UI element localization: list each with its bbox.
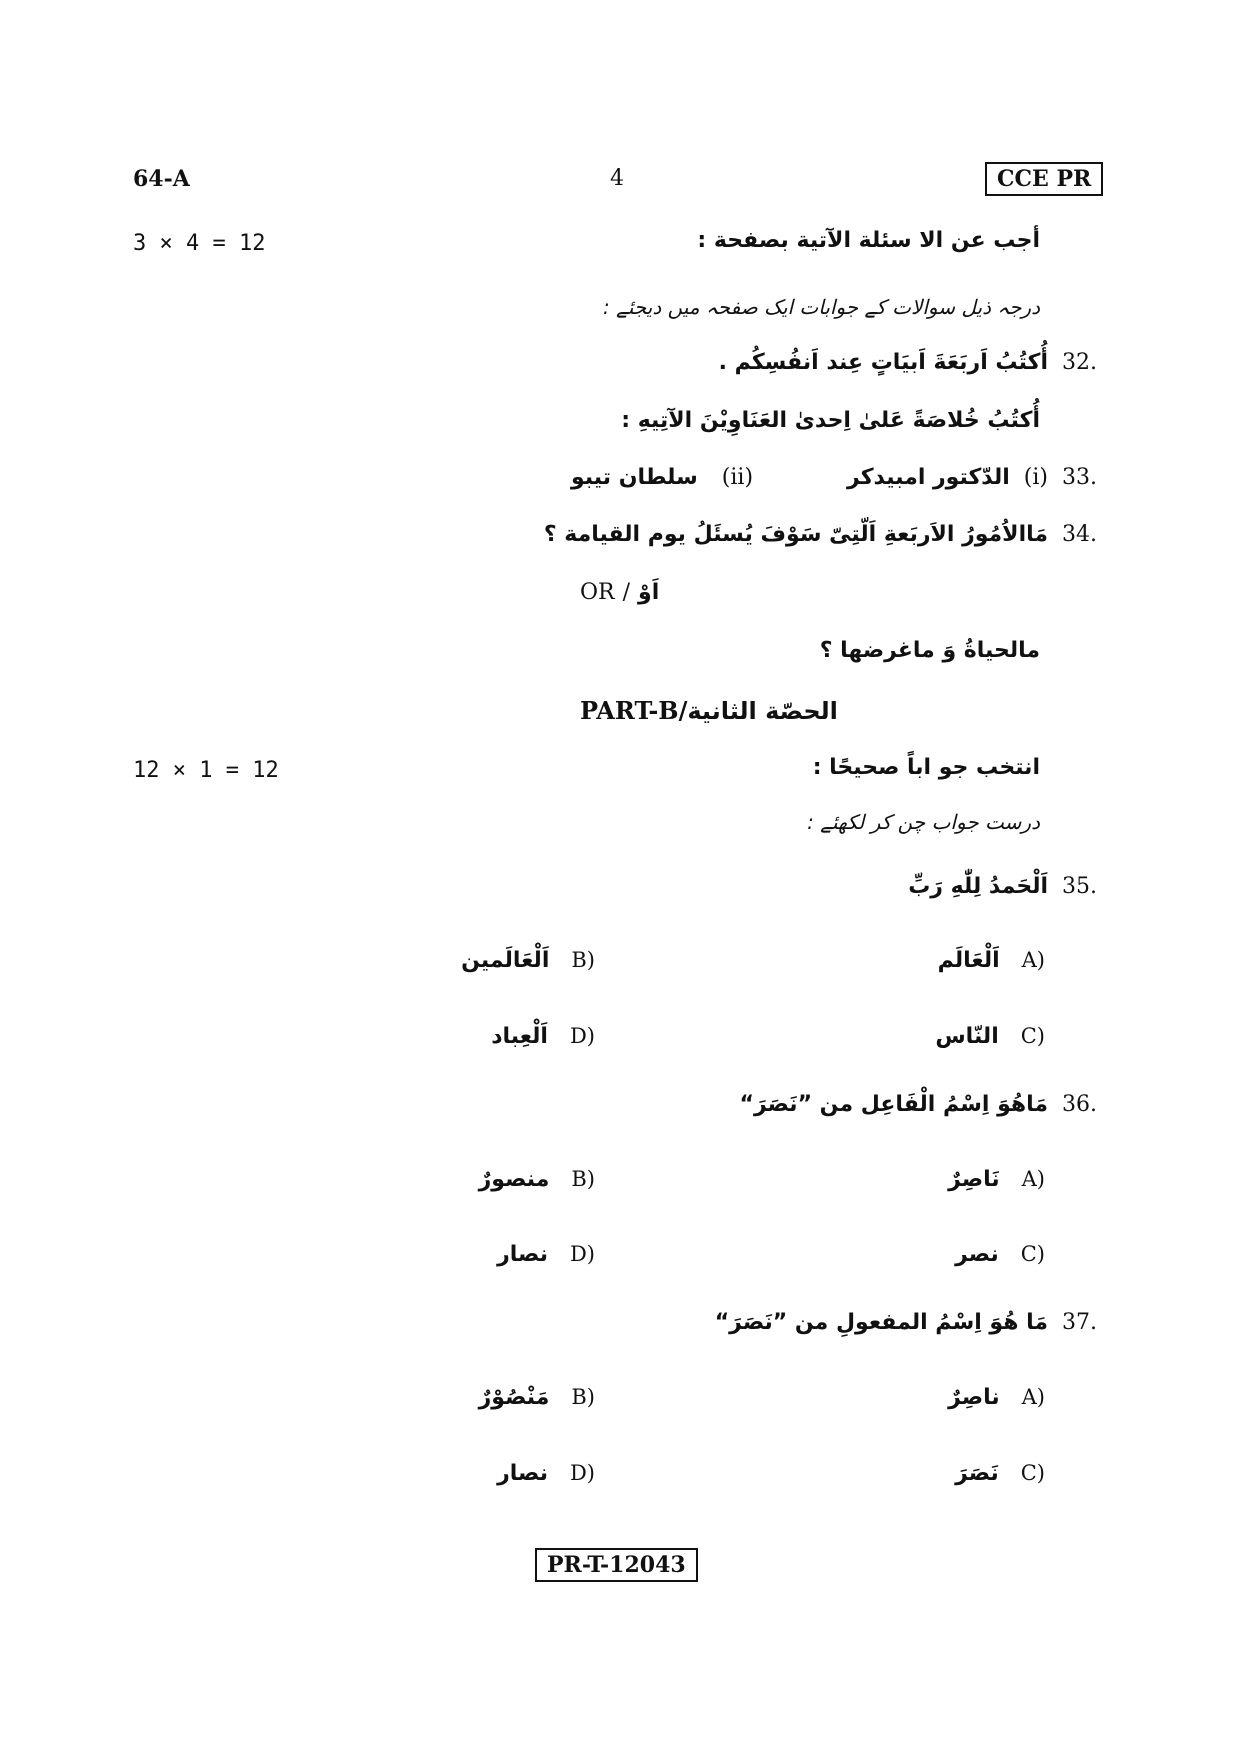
option-text: مَنْصُوْرٌ xyxy=(478,1385,550,1410)
question-number: 33. xyxy=(1062,465,1097,490)
paper-code: 64-A xyxy=(133,166,190,192)
option-b xyxy=(479,1385,595,1410)
option-c xyxy=(955,1242,1045,1267)
option-label: B) xyxy=(571,1167,595,1191)
option-label: C) xyxy=(1020,1242,1045,1266)
question-text: مَاهُوَ اِسْمُ الْفَاعِل من ”نَصَرَ“ xyxy=(739,1092,1048,1117)
option-text: نصار xyxy=(497,1242,548,1267)
question-text: مَا هُوَ اِسْمُ المفعولِ من ”نَصَرَ“ xyxy=(714,1310,1048,1335)
cce-badge: CCE PR xyxy=(985,162,1103,196)
option-a xyxy=(948,1167,1045,1192)
option-text: نَصَرَ xyxy=(955,1461,999,1486)
section-a-instruction-ur: درجہ ذیل سوالات کے جوابات ایک صفحہ میں دیجئے : xyxy=(603,295,1040,319)
option-text: نَاصِرٌ xyxy=(948,1167,1000,1192)
or-separator xyxy=(580,580,659,605)
question-35 xyxy=(908,874,1102,899)
option-a xyxy=(948,1385,1045,1410)
option-text: الدّكتور امبيدكر xyxy=(847,465,1010,490)
option-label: C) xyxy=(1020,1024,1045,1048)
section-b-instruction-ur: درست جواب چن کر لکھئے : xyxy=(807,810,1040,834)
option-text: اَلْعَالَمين xyxy=(461,948,550,973)
option-b xyxy=(479,1167,595,1192)
option-text: اَلْعِباد xyxy=(491,1024,548,1049)
question-32 xyxy=(719,350,1102,375)
option-label: D) xyxy=(569,1024,595,1048)
option-label: A) xyxy=(1021,1385,1045,1409)
option-label: A) xyxy=(1021,948,1045,972)
question-number: 37. xyxy=(1062,1310,1097,1335)
option-b xyxy=(461,948,595,973)
option-text: نصار xyxy=(497,1461,548,1486)
option-text: نصر xyxy=(955,1242,999,1267)
question-33 xyxy=(571,465,1102,490)
or-en: OR xyxy=(580,580,615,605)
option-label: (ii) xyxy=(721,465,754,490)
section-b-marks: 12 × 1 = 12 xyxy=(133,758,279,783)
question-text: مَاالاُمُورُ الاَربَعةِ اَلّتِىّ سَوْفَ يُسئَلُ يوم القيامة ؟ xyxy=(543,522,1048,547)
option-c xyxy=(935,1024,1045,1049)
option-text: اَلْعَالَم xyxy=(937,948,1000,973)
section-b-instruction-ar: انتخب جو اباً صحيحًا : xyxy=(812,755,1040,780)
page-number: 4 xyxy=(610,166,624,191)
part-b-title xyxy=(580,696,838,725)
part-b-title-en: PART-B/ xyxy=(580,696,688,725)
section-a-marks: 3 × 4 = 12 xyxy=(133,231,266,256)
option-label: B) xyxy=(571,1385,595,1409)
question-37 xyxy=(715,1310,1102,1335)
question-number: 32. xyxy=(1062,350,1097,375)
option-text: النّاس xyxy=(935,1024,999,1049)
option-a xyxy=(938,948,1045,973)
question-34 xyxy=(544,522,1102,547)
option-label: A) xyxy=(1021,1167,1045,1191)
option-label: C) xyxy=(1020,1461,1045,1485)
or-ar: اَوْ xyxy=(638,580,660,605)
option-c xyxy=(955,1461,1045,1486)
question-36 xyxy=(739,1092,1102,1117)
question-text: أُكتُبُ اَربَعَةَ اَبيَاتٍ عِند اَنفُسِكُم . xyxy=(718,350,1048,375)
option-label: D) xyxy=(569,1461,595,1485)
question-number: 34. xyxy=(1062,522,1097,547)
summary-instruction: أُكتُبُ خُلاصَةً عَلىٰ اِحدىٰ العَنَاوِيْنَ الآتِيهِ : xyxy=(621,408,1040,433)
option-text: سلطان تيبو xyxy=(571,465,698,490)
section-a-instruction-ar: أجب عن الا سئلة الآتية بصفحة : xyxy=(697,228,1040,253)
option-d xyxy=(497,1461,595,1486)
option-label: D) xyxy=(569,1242,595,1266)
option-label: B) xyxy=(571,948,595,972)
part-b-title-ar: الحصّة الثانية xyxy=(687,697,838,725)
or-slash: / xyxy=(622,580,631,605)
footer-code: PR-T-12043 xyxy=(535,1548,698,1582)
option-label: (i) xyxy=(1023,465,1048,490)
question-34-alt: مالحياةُ وَ ماغرضها ؟ xyxy=(819,638,1040,663)
question-number: 35. xyxy=(1062,874,1097,899)
question-number: 36. xyxy=(1062,1092,1097,1117)
option-text: ناصِرٌ xyxy=(948,1385,1000,1410)
option-text: منصورٌ xyxy=(478,1167,550,1192)
option-d xyxy=(491,1024,595,1049)
question-text: اَلْحَمدُ لِلّٰهِ رَبِّ xyxy=(908,874,1048,899)
option-d xyxy=(497,1242,595,1267)
